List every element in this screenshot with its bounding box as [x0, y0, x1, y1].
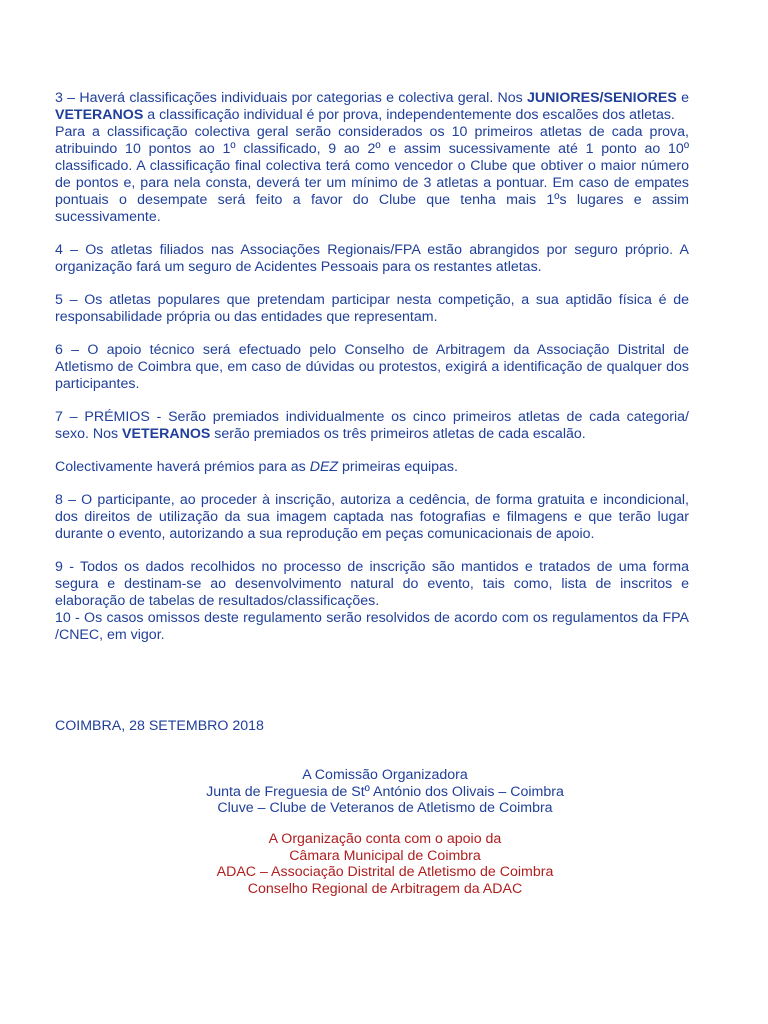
- veteranos-label: VETERANOS: [55, 107, 144, 123]
- dez-label: DEZ: [309, 459, 339, 475]
- support-line: Câmara Municipal de Coimbra: [289, 847, 481, 864]
- rule-8: 8 – O participante, ao proceder à inscrição, autoriza a cedência, de forma gratuita e incondicional, dos direitos de utilização da sua imagem captada nas fotografias e filmagens e que terão lugar durante o evento, autorizando a sua reprodução em peças comunicacionais de apoio.: [55, 492, 689, 542]
- committee-line: Cluve – Clube de Veteranos de Atletismo de Coimbra: [217, 800, 553, 816]
- rule-6: 6 – O apoio técnico será efectuado pelo Conselho de Arbitragem da Associação Distrital de Atletismo de Coimbra que, em caso de dúvidas ou protestos, exigirá a identificação de qualquer dos participantes.: [55, 342, 689, 392]
- date-line: COIMBRA, 28 SETEMBRO 2018: [55, 718, 264, 734]
- juniores-seniores-label: JUNIORES/SENIORES: [527, 90, 677, 106]
- rule-5: 5 – Os atletas populares que pretendam participar nesta competição, a sua aptidão física é de responsabilidade própria ou das entidades que representam.: [55, 292, 689, 325]
- rule-10: 10 - Os casos omissos deste regulamento serão resolvidos de acordo com os regulamentos da FPA /CNEC, em vigor.: [55, 610, 689, 643]
- rule-7-collective-prizes: Colectivamente haverá prémios para as DEZ primeiras equipas.: [55, 459, 458, 475]
- support-line: A Organização conta com o apoio da: [268, 831, 502, 847]
- regulation-body: [55, 90, 689, 644]
- support-line: ADAC – Associação Distrital de Atletismo de Coimbra: [216, 864, 554, 880]
- committee-line: A Comissão Organizadora: [302, 767, 468, 783]
- organizing-committee: [120, 767, 650, 817]
- rule-7-prizes: 7 – PRÉMIOS - Serão premiados individualmente os cinco primeiros atletas de cada categoria/ sexo. Nos VETERANOS serão premiados os três primeiros atletas de cada escalão.: [55, 409, 689, 442]
- support-line: Conselho Regional de Arbitragem da ADAC: [247, 880, 523, 897]
- support-block: [120, 831, 650, 897]
- rule-3-intro: 3 – Haverá classificações individuais por categorias e colectiva geral. Nos JUNIORES/SENIORES e VETERANOS a classificação individual é por prova, independentemente dos escalões dos atletas.: [55, 90, 689, 123]
- rule-3-collective: Para a classificação colectiva geral serão considerados os 10 primeiros atletas de cada prova, atribuindo 10 pontos ao 1º classificado, 9 ao 2º e assim sucessivamente até 1 ponto ao 10º classificado. A classificação final colectiva terá como vencedor o Clube que obtiver o maior número de pontos e, para nela consta, deverá ter um mínimo de 3 atletas a pontuar. Em caso de empates pontuais o desempate será feito a favor do Clube que tenha mais 1ºs lugares e assim sucessivamente.: [55, 124, 689, 225]
- rule-4: 4 – Os atletas filiados nas Associações Regionais/FPA estão abrangidos por seguro próprio. A organização fará um seguro de Acidentes Pessoais para os restantes atletas.: [55, 242, 689, 275]
- rule-9: 9 - Todos os dados recolhidos no processo de inscrição são mantidos e tratados de uma forma segura e destinam-se ao desenvolvimento natural do evento, tais como, lista de inscritos e elaboração de tabelas de resultados/classificações.: [55, 559, 689, 609]
- committee-line: Junta de Freguesia de Stº António dos Olivais – Coimbra: [206, 783, 564, 800]
- veteranos-label: VETERANOS: [122, 426, 211, 442]
